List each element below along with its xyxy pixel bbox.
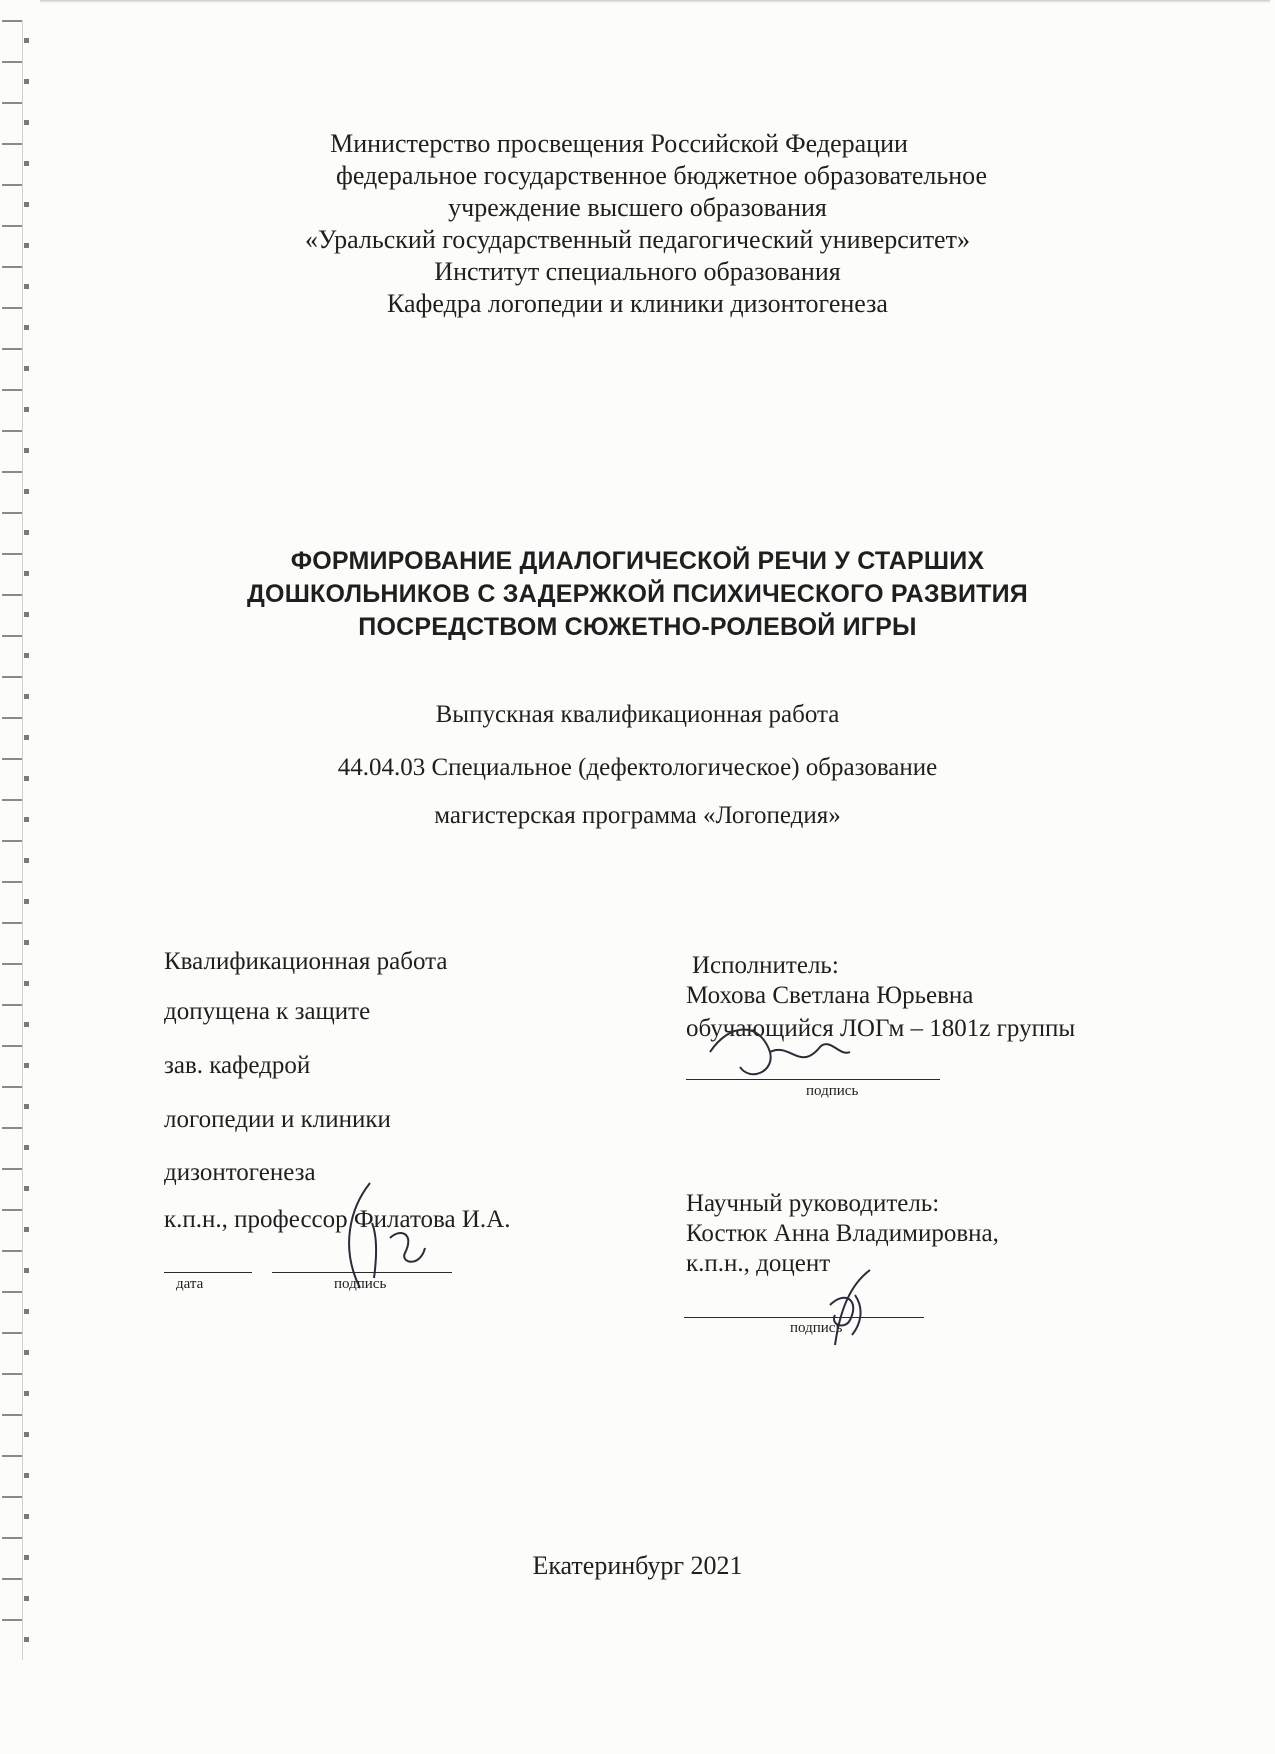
binding-mark	[2, 963, 22, 965]
binding-hole	[24, 1063, 29, 1068]
binding-mark	[2, 1004, 22, 1006]
binding-hole	[24, 1637, 29, 1642]
specialty-line: 44.04.03 Специальное (дефектологическое) образование	[337, 754, 938, 781]
binding-mark	[2, 512, 22, 514]
institution-level-line: учреждение высшего образования	[448, 193, 827, 222]
work-type	[0, 700, 1275, 730]
binding-mark	[2, 1127, 22, 1129]
binding-hole	[24, 1391, 29, 1396]
binding-mark	[2, 676, 22, 678]
thesis-title-line-1: ФОРМИРОВАНИЕ ДИАЛОГИЧЕСКОЙ РЕЧИ У СТАРШИХ	[290, 547, 985, 575]
binding-hole	[24, 1309, 29, 1314]
binding-hole	[24, 899, 29, 904]
binding-mark	[2, 840, 22, 842]
binding-hole	[24, 120, 29, 125]
binding-hole	[24, 1268, 29, 1273]
city-year: Екатеринбург 2021	[532, 1551, 743, 1580]
binding-hole	[24, 940, 29, 945]
binding-hole	[24, 530, 29, 535]
binding-mark	[2, 881, 22, 883]
binding-mark	[2, 61, 22, 63]
binding-hole	[24, 1350, 29, 1355]
binding-mark	[2, 1209, 22, 1211]
binding-mark	[2, 1537, 22, 1539]
supervisor-block	[686, 1189, 1166, 1279]
approval-line-3: зав. кафедрой	[164, 1052, 311, 1079]
approval-line-1: Квалификационная работа	[164, 948, 448, 975]
university-name-line: «Уральский государственный педагогический университет»	[305, 225, 970, 254]
specialty	[0, 753, 1275, 783]
binding-mark	[2, 1086, 22, 1088]
supervisor-name: Костюк Анна Владимировна,	[686, 1220, 999, 1247]
binding-mark	[2, 1619, 22, 1621]
approval-line-4: логопедии и клиники	[164, 1106, 391, 1133]
head-signature-label: подпись	[334, 1276, 387, 1292]
supervisor-signature-mark	[800, 1265, 890, 1350]
scan-top-edge	[40, 0, 1270, 3]
binding-hole	[24, 448, 29, 453]
binding-mark	[2, 1455, 22, 1457]
binding-mark	[2, 20, 22, 22]
binding-mark	[2, 471, 22, 473]
binding-hole	[24, 981, 29, 986]
approval-line-5: дизонтогенеза	[164, 1159, 316, 1186]
thesis-title-line-2: ДОШКОЛЬНИКОВ С ЗАДЕРЖКОЙ ПСИХИЧЕСКОГО РАЗВИТИЯ	[247, 580, 1028, 608]
binding-mark	[2, 348, 22, 350]
department-line: Кафедра логопедии и клиники дизонтогенеза	[387, 289, 888, 318]
binding-hole	[24, 1432, 29, 1437]
binding-mark	[2, 1414, 22, 1416]
thesis-title-line-3: ПОСРЕДСТВОМ СЮЖЕТНО-РОЛЕВОЙ ИГРЫ	[358, 613, 917, 641]
head-signature-mark	[330, 1178, 440, 1298]
binding-mark	[2, 1496, 22, 1498]
binding-mark	[2, 1250, 22, 1252]
binding-hole	[24, 1104, 29, 1109]
binding-hole	[24, 694, 29, 699]
binding-hole	[24, 653, 29, 658]
binding-mark	[2, 1045, 22, 1047]
institute-line: Институт специального образования	[434, 257, 841, 286]
binding-hole	[24, 366, 29, 371]
binding-hole	[24, 1145, 29, 1150]
binding-mark	[2, 1373, 22, 1375]
binding-mark	[2, 922, 22, 924]
binding-mark	[2, 430, 22, 432]
institution-header	[0, 128, 1275, 320]
program	[0, 801, 1275, 831]
program-line: магистерская программа «Логопедия»	[434, 802, 841, 829]
work-type-line: Выпускная квалификационная работа	[435, 701, 840, 728]
binding-hole	[24, 1227, 29, 1232]
binding-hole	[24, 1022, 29, 1027]
institution-type-line: федеральное государственное бюджетное образовательное	[336, 161, 987, 190]
author-name: Мохова Светлана Юрьевна	[686, 982, 974, 1009]
binding-hole	[24, 325, 29, 330]
binding-hole	[24, 1514, 29, 1519]
binding-hole	[24, 38, 29, 43]
approval-line-2: допущена к защите	[164, 998, 371, 1025]
binding-hole	[24, 735, 29, 740]
date-line	[164, 1272, 252, 1273]
binding-hole	[24, 858, 29, 863]
supervisor-signature-label: подпись	[790, 1320, 843, 1336]
binding-hole	[24, 79, 29, 84]
binding-hole	[24, 1596, 29, 1601]
author-signature-mark	[700, 1012, 860, 1092]
binding-hole	[24, 1473, 29, 1478]
date-label: дата	[176, 1276, 204, 1292]
binding-hole	[24, 1186, 29, 1191]
author-group: обучающийся ЛОГм – 1801z группы	[686, 1015, 1076, 1042]
author-signature-label: подпись	[806, 1083, 859, 1099]
thesis-title	[0, 545, 1275, 644]
binding-mark	[2, 1168, 22, 1170]
approval-line-6: к.п.н., профессор Филатова И.А.	[164, 1206, 511, 1233]
binding-hole	[24, 489, 29, 494]
binding-mark	[2, 1291, 22, 1293]
binding-mark	[2, 102, 22, 104]
author-role: Исполнитель:	[692, 952, 839, 979]
binding-mark	[2, 389, 22, 391]
binding-mark	[2, 1332, 22, 1334]
supervisor-degree: к.п.н., доцент	[686, 1250, 831, 1277]
ministry-line: Министерство просвещения Российской Федерации	[330, 129, 908, 158]
supervisor-role: Научный руководитель:	[686, 1190, 940, 1217]
binding-hole	[24, 407, 29, 412]
